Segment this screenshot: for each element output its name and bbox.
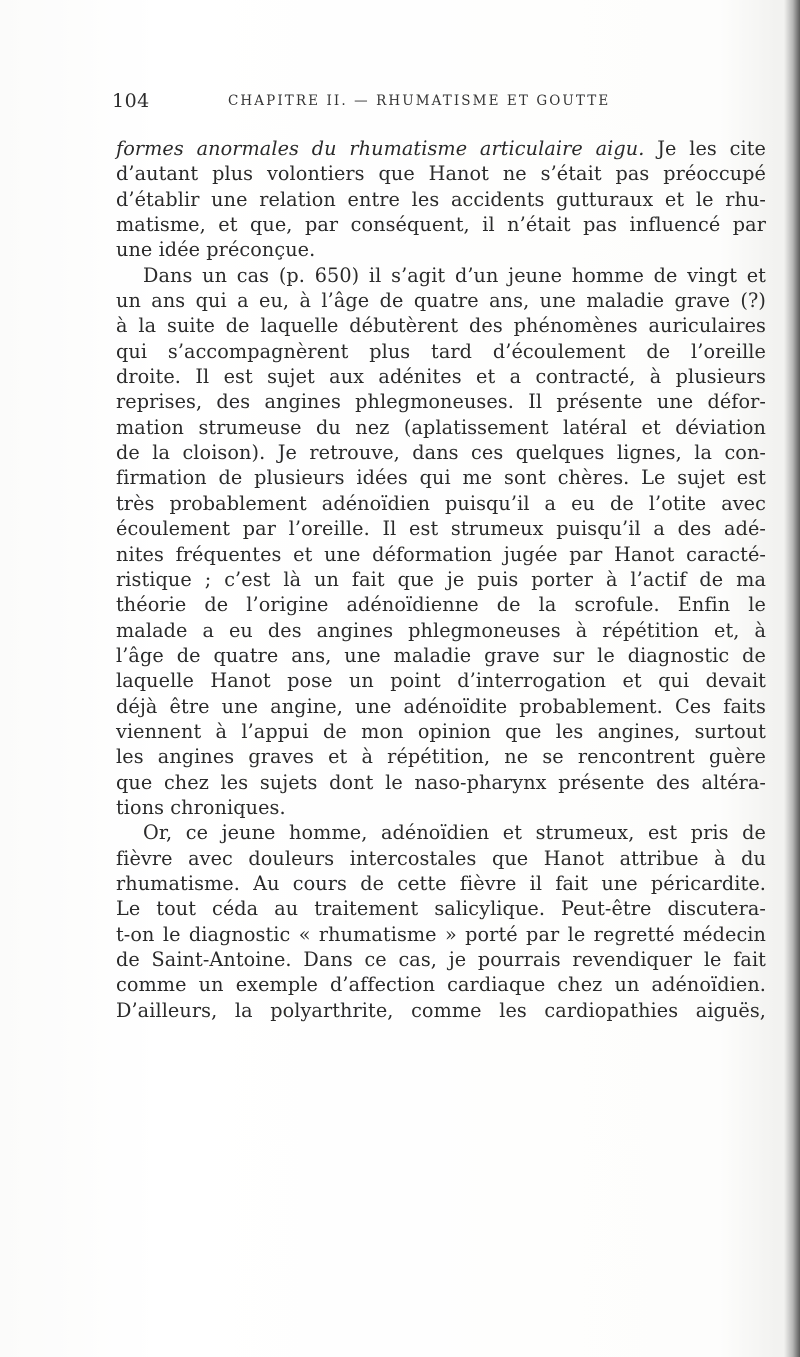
- text-line: D’ailleurs, la polyarthrite, comme les cardiopathies aiguës,: [116, 998, 766, 1022]
- text-line: malade a eu des angines phlegmoneuses à répétition et, à: [116, 618, 766, 642]
- body-text: [116, 136, 766, 1023]
- text-line: nites fréquentes et une déformation jugée par Hanot caracté-: [116, 542, 766, 566]
- text-line: à la suite de laquelle débutèrent des phénomènes auriculaires: [116, 314, 766, 338]
- text-line: comme un exemple d’affection cardiaque chez un adénoïdien.: [116, 973, 766, 997]
- text-line: théorie de l’origine adénoïdienne de la scrofule. Enfin le: [116, 593, 766, 617]
- text-line: qui s’accompagnèrent plus tard d’écoulement de l’oreille: [116, 339, 766, 363]
- italic-phrase: formes anormales du rhumatisme articulaire aigu.: [116, 137, 645, 160]
- text-line: laquelle Hanot pose un point d’interrogation et qui devait: [116, 669, 766, 693]
- text-line: matisme, et que, par conséquent, il n’était pas influencé par: [116, 213, 766, 237]
- line-text: Je les cite: [644, 137, 766, 160]
- text-line: très probablement adénoïdien puisqu’il a eu de l’otite avec: [116, 491, 766, 515]
- text-line: firmation de plusieurs idées qui me sont chères. Le sujet est: [116, 466, 766, 490]
- text-line: d’autant plus volontiers que Hanot ne s’était pas préoccupé: [116, 162, 766, 186]
- text-line: Le tout céda au traitement salicylique. Peut-être discutera-: [116, 897, 766, 921]
- text-line: déjà être une angine, une adénoïdite probablement. Ces faits: [116, 694, 766, 718]
- text-line: ristique ; c’est là un fait que je puis porter à l’actif de ma: [116, 567, 766, 591]
- text-line: un ans qui a eu, à l’âge de quatre ans, une maladie grave (?): [116, 289, 766, 313]
- text-line: l’âge de quatre ans, une maladie grave sur le diagnostic de: [116, 643, 766, 667]
- chapter-running-title: CHAPITRE II. — RHUMATISME ET GOUTTE: [228, 93, 611, 109]
- text-line: écoulement par l’oreille. Il est strumeux puisqu’il a des adé-: [116, 517, 766, 541]
- page-edge-shadow: [784, 0, 800, 1357]
- text-line: fièvre avec douleurs intercostales que Hanot attribue à du: [116, 846, 766, 870]
- text-line: droite. Il est sujet aux adénites et a contracté, à plusieurs: [116, 365, 766, 389]
- text-line: rhumatisme. Au cours de cette fièvre il fait une péricardite.: [116, 871, 766, 895]
- text-line: reprises, des angines phlegmoneuses. Il présente une défor-: [116, 390, 766, 414]
- text-line: une idée préconçue.: [116, 238, 316, 262]
- running-head: [112, 90, 752, 116]
- text-line: mation strumeuse du nez (aplatissement latéral et déviation: [116, 415, 766, 439]
- text-line: que chez les sujets dont le naso-pharynx présente des altéra-: [116, 770, 766, 794]
- text-line: de la cloison). Je retrouve, dans ces quelques lignes, la con-: [116, 441, 766, 465]
- text-line: Dans un cas (p. 650) il s’agit d’un jeune homme de vingt et: [143, 263, 766, 287]
- text-line: tions chroniques.: [116, 795, 286, 819]
- text-line: [116, 136, 766, 161]
- text-line: t-on le diagnostic « rhumatisme » porté par le regretté médecin: [116, 922, 766, 946]
- text-line: Or, ce jeune homme, adénoïdien et strumeux, est pris de: [143, 821, 766, 845]
- text-line: de Saint-Antoine. Dans ce cas, je pourrais revendiquer le fait: [116, 948, 766, 971]
- text-line: viennent à l’appui de mon opinion que les angines, surtout: [116, 719, 766, 743]
- text-line: les angines graves et à répétition, ne se rencontrent guère: [116, 745, 766, 769]
- text-line: d’établir une relation entre les accidents gutturaux et le rhu-: [116, 187, 766, 211]
- page-number: 104: [112, 90, 150, 112]
